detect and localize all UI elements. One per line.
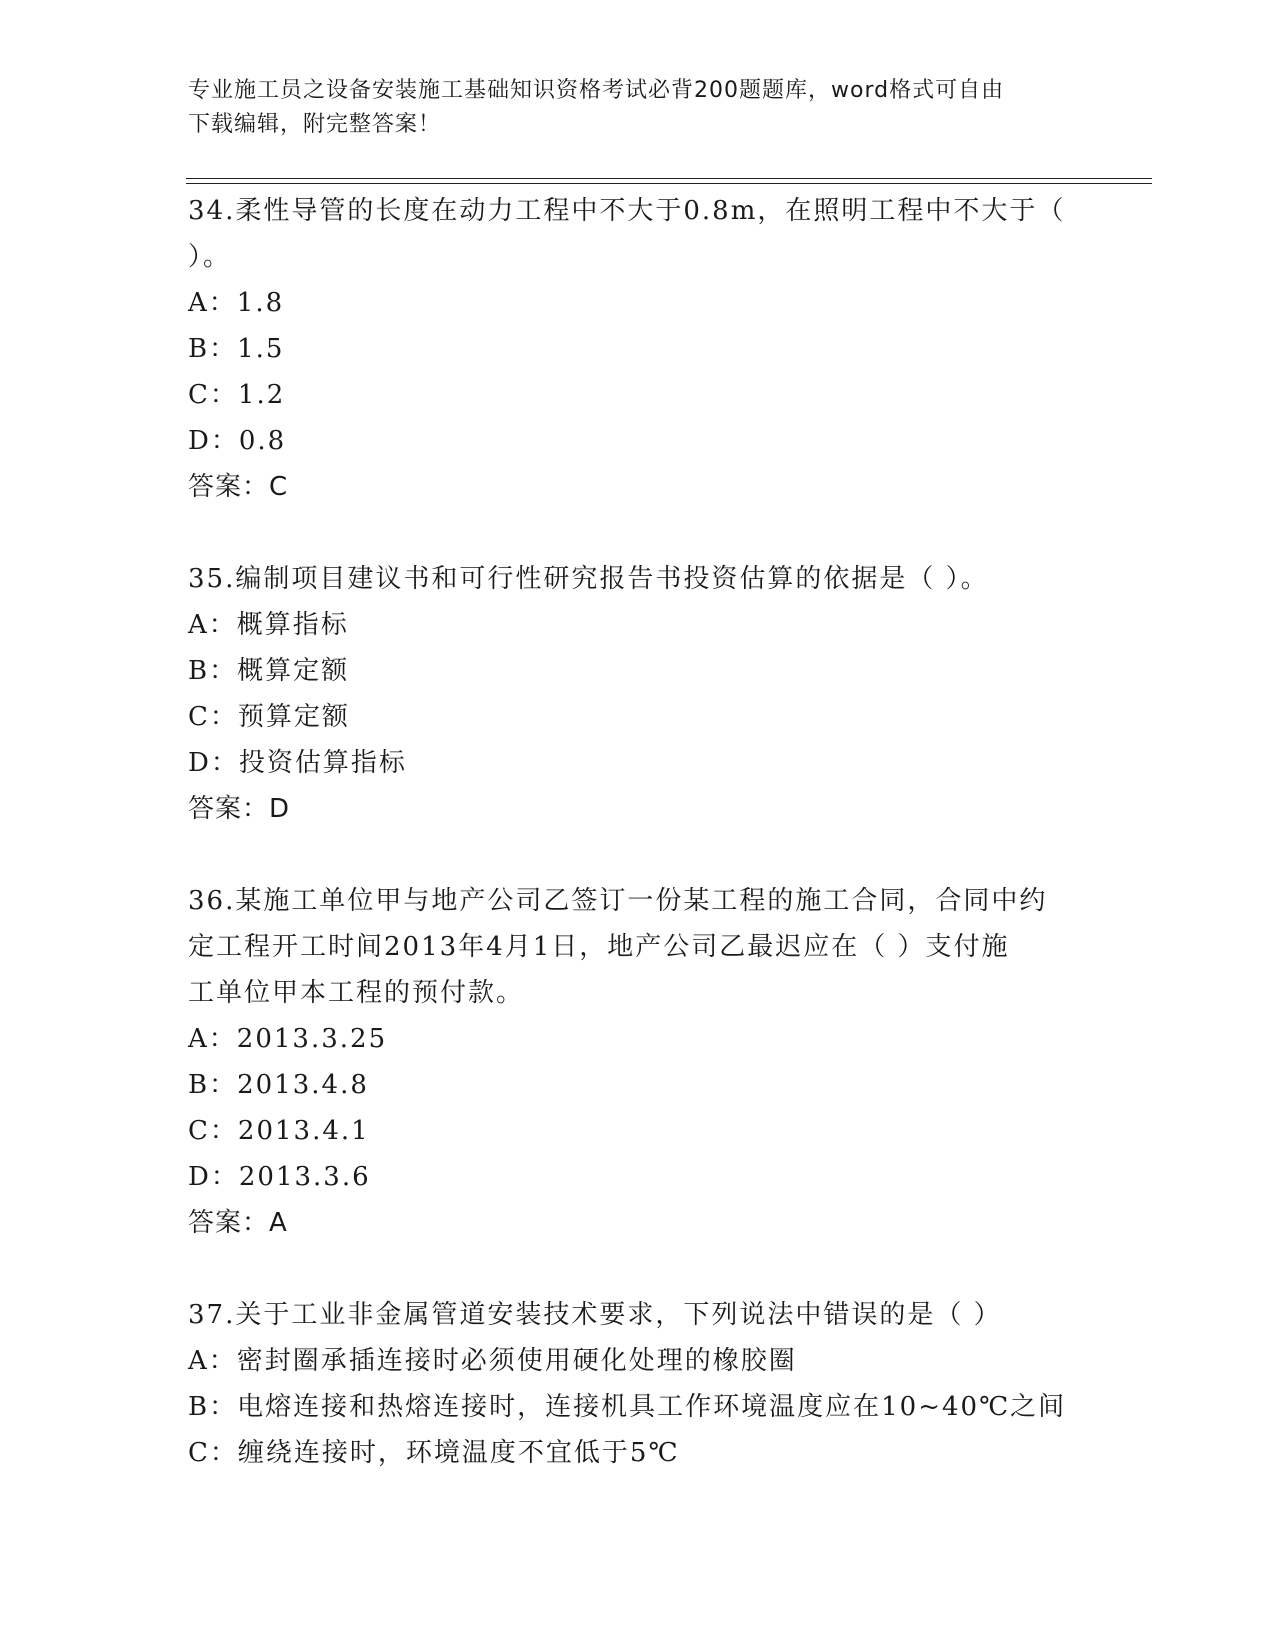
question-36 — [188, 878, 1088, 1246]
option-text: 1.5 — [237, 334, 285, 364]
option-text: 概算指标 — [236, 610, 349, 640]
option-label: C： — [188, 380, 238, 410]
option-text: 1.8 — [236, 288, 285, 318]
option-text: 1.2 — [237, 380, 286, 410]
option-label: D： — [188, 1162, 239, 1192]
option-c — [188, 1108, 1088, 1154]
question-stem-line: 工单位甲本工程的预付款。 — [188, 978, 525, 1008]
question-stem-line: 35.编制项目建议书和可行性研究报告书投资估算的依据是（ ）。 — [188, 564, 989, 594]
option-label: A： — [188, 1346, 237, 1376]
option-a — [188, 280, 1088, 326]
option-label: D： — [188, 748, 239, 778]
option-label: A： — [188, 288, 237, 318]
answer: 答案：A — [188, 1208, 288, 1238]
option-text: 2013.4.8 — [237, 1070, 369, 1100]
question-stem-line: ）。 — [188, 242, 232, 272]
option-label: A： — [188, 1024, 237, 1054]
option-label: B： — [188, 1392, 238, 1422]
option-label: C： — [188, 702, 238, 732]
option-c — [188, 372, 1088, 418]
option-label: B： — [188, 334, 238, 364]
option-text: 概算定额 — [237, 656, 350, 686]
question-list — [188, 188, 1088, 1476]
option-label: B： — [188, 1070, 238, 1100]
option-c — [188, 694, 1088, 740]
option-label: C： — [188, 1438, 238, 1468]
option-text: 缠绕连接时，环境温度不宜低于5℃ — [237, 1438, 680, 1468]
option-d — [188, 418, 1088, 464]
header-line-2: 下载编辑，附完整答案！ — [188, 112, 442, 137]
option-text: 电熔连接和热熔连接时，连接机具工作环境温度应在10~40℃之间 — [237, 1392, 1067, 1422]
question-stem-line: 37.关于工业非金属管道安装技术要求，下列说法中错误的是（ ） — [188, 1300, 1002, 1330]
question-34 — [188, 188, 1088, 510]
question-stem-line: 定工程开工时间2013年4月1日，地产公司乙最迟应在（ ）支付施 — [188, 932, 1010, 962]
header-divider-bottom — [186, 183, 1152, 184]
option-label: A： — [188, 610, 237, 640]
option-text: 2013.3.25 — [236, 1024, 388, 1054]
option-b — [188, 648, 1088, 694]
question-stem-line: 36.某施工单位甲与地产公司乙签订一份某工程的施工合同，合同中约 — [188, 886, 1048, 916]
option-label: C： — [188, 1116, 238, 1146]
option-d — [188, 1154, 1088, 1200]
header-line-1: 专业施工员之设备安装施工基础知识资格考试必背200题题库，word格式可自由 — [188, 78, 1005, 103]
question-35 — [188, 556, 1088, 832]
option-b — [188, 326, 1088, 372]
header-divider-top — [186, 178, 1152, 179]
option-b — [188, 1062, 1088, 1108]
option-text: 2013.3.6 — [238, 1162, 371, 1192]
spacer — [188, 510, 1088, 556]
option-text: 投资估算指标 — [238, 748, 407, 778]
option-label: D： — [188, 426, 239, 456]
question-37 — [188, 1292, 1088, 1476]
option-a — [188, 1338, 1088, 1384]
option-text: 密封圈承插连接时必须使用硬化处理的橡胶圈 — [236, 1346, 797, 1376]
spacer — [188, 1246, 1088, 1292]
document-header — [188, 74, 1068, 142]
answer: 答案：C — [188, 472, 289, 502]
option-text: 0.8 — [238, 426, 287, 456]
spacer — [188, 832, 1088, 878]
option-label: B： — [188, 656, 238, 686]
option-text: 2013.4.1 — [237, 1116, 370, 1146]
question-stem-line: 34.柔性导管的长度在动力工程中不大于0.8m，在照明工程中不大于（ — [188, 196, 1066, 226]
option-c — [188, 1430, 1088, 1476]
option-b — [188, 1384, 1088, 1430]
option-text: 预算定额 — [237, 702, 350, 732]
option-d — [188, 740, 1088, 786]
option-a — [188, 602, 1088, 648]
answer: 答案：D — [188, 794, 291, 824]
option-a — [188, 1016, 1088, 1062]
